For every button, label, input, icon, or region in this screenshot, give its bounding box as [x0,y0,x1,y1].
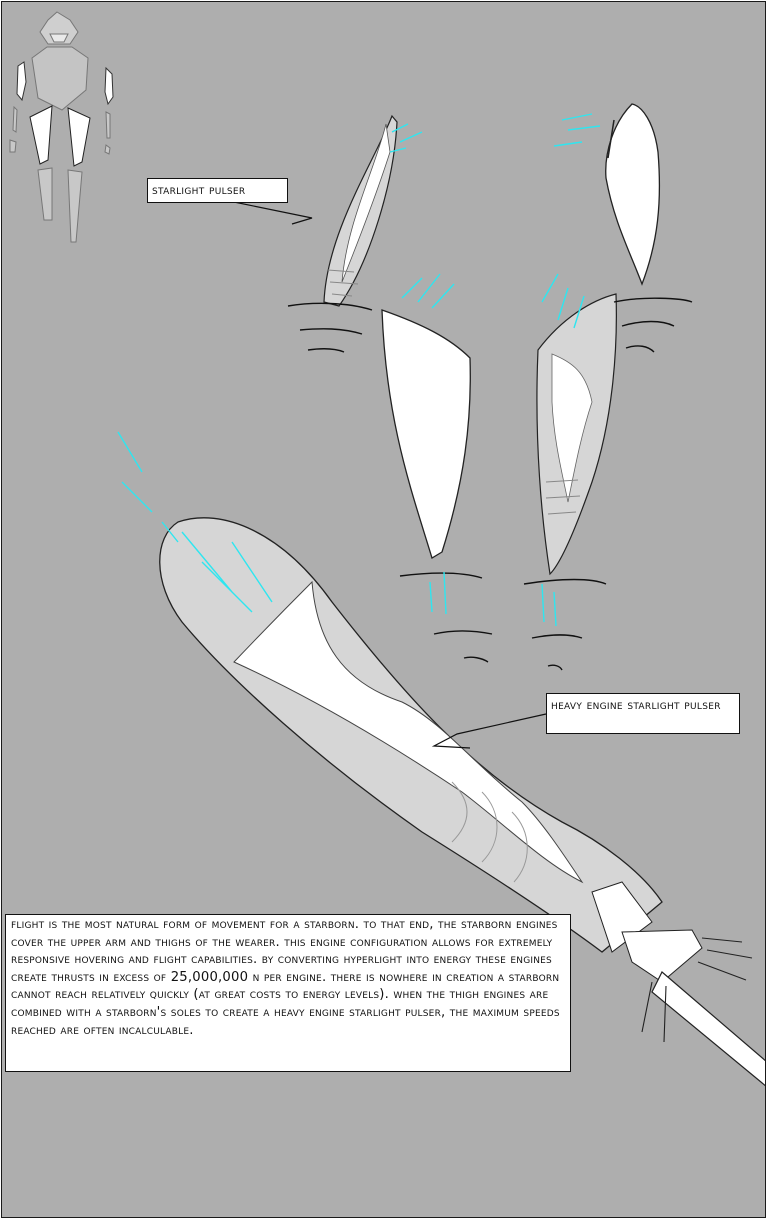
starborn-figure-diagram [10,12,113,242]
starlight-pulser-label: starlight pulser [147,178,288,203]
concept-sheet-page [1,1,766,1218]
thigh-engine-left [382,310,470,558]
side-engine-top-right [606,104,660,284]
description-box: flight is the most natural form of movement for a starborn. to that end, the starborn engines cover the upper arm and thighs of the wearer. this engine configuration allows for extremely responsive hovering and flight capabilities. by converting hyperlight into energy these engines create thrusts in excess of 25,000,000 n per engine. there is nowhere in creation a starborn cannot reach relatively quickly (at great costs to energy levels). when the thigh engines are combined with a starborn's soles to create a heavy engine starlight pulser, the maximum speeds reached are often incalculable. [5,914,571,1072]
starlight-pulser-engine [324,116,397,306]
thigh-engine-right [537,294,616,574]
heavy-engine-label: heavy engine starlight pulser [546,693,740,734]
starlight-pulser-pointer [234,202,312,224]
thrust-swirls [288,298,692,670]
